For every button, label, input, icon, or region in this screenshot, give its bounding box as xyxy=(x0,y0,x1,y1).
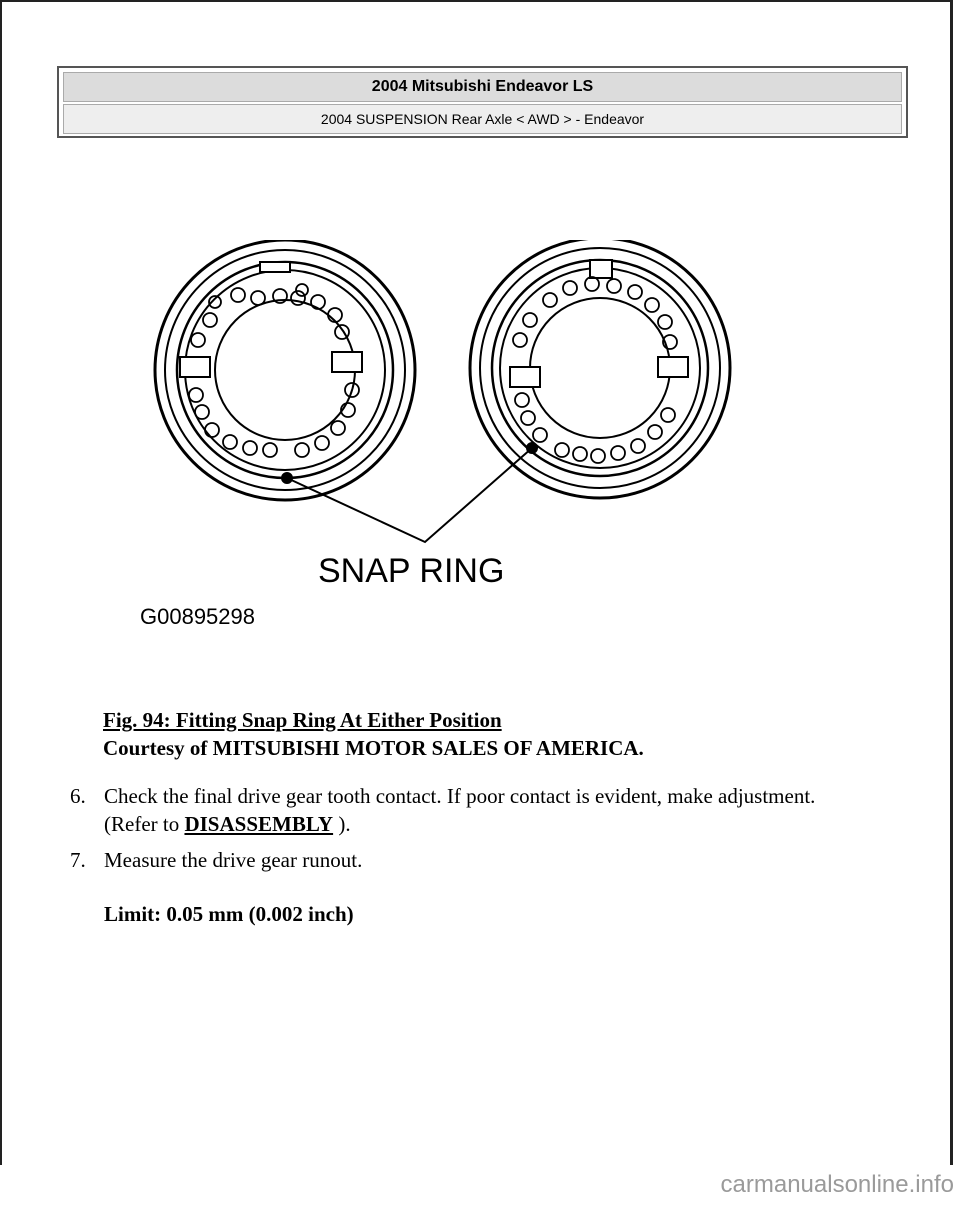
header-subtitle: 2004 SUSPENSION Rear Axle < AWD > - Endeavor xyxy=(63,104,902,134)
step-text: Check the final drive gear tooth contact. If poor contact is evident, make adjustment. (Refer to xyxy=(104,784,816,836)
procedure-steps xyxy=(70,782,870,882)
step-number: 7. xyxy=(70,848,86,872)
runout-limit: Limit: 0.05 mm (0.002 inch) xyxy=(104,902,354,926)
figure-credit: Courtesy of MITSUBISHI MOTOR SALES OF AMERICA. xyxy=(103,736,644,760)
list-item xyxy=(70,846,870,874)
figure-caption xyxy=(103,706,644,762)
document-header xyxy=(57,66,908,138)
step-number: 6. xyxy=(70,784,86,808)
step-text-end: ). xyxy=(333,812,351,836)
header-title: 2004 Mitsubishi Endeavor LS xyxy=(63,72,902,102)
disassembly-link[interactable]: DISASSEMBLY xyxy=(184,812,334,836)
right-bearing-illustration xyxy=(470,240,730,498)
list-item xyxy=(70,782,870,838)
figure-title[interactable]: Fig. 94: Fitting Snap Ring At Either Position xyxy=(103,708,502,732)
step-text: Measure the drive gear runout. xyxy=(104,848,363,872)
left-bearing-illustration xyxy=(155,240,415,500)
snap-ring-diagram xyxy=(130,240,750,640)
figure-code: G00895298 xyxy=(140,604,255,629)
snap-ring-label: SNAP RING xyxy=(318,552,505,590)
watermark: carmanualsonline.info xyxy=(720,1171,954,1198)
snap-ring-figure xyxy=(130,240,750,640)
